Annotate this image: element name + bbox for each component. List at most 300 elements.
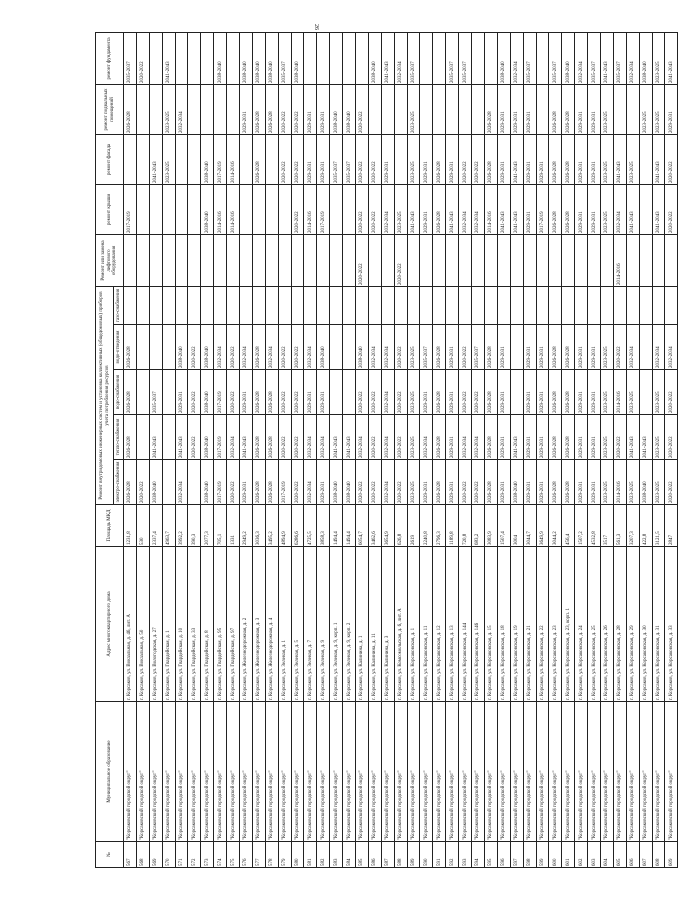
table-cell: 561,3 (613, 505, 626, 547)
table-cell: "Корсаковский городской округ" (162, 702, 175, 842)
table-cell (240, 286, 253, 324)
table-cell: 4894,9 (278, 505, 291, 547)
table-row (433, 32, 446, 867)
header-gas: газо-снабжения (114, 286, 124, 324)
table-cell (188, 286, 201, 324)
table-cell (330, 370, 343, 415)
table-cell (343, 184, 356, 234)
table-cell: 2026-2028 (484, 460, 497, 505)
table-cell: 2032-2034 (227, 415, 240, 460)
table-cell: 2029-2031 (304, 370, 317, 415)
table-cell: 2029-2031 (523, 370, 536, 415)
table-cell: 2014-2016 (613, 460, 626, 505)
table-cell: 2026-2028 (484, 415, 497, 460)
table-cell: г. Корсаков, ул. Корсаковская, д. 22 (536, 547, 549, 702)
table-cell: 2038-2040 (356, 325, 369, 370)
table-cell: 4725,5 (304, 505, 317, 547)
table-cell (136, 370, 149, 415)
table-cell: 2029-2031 (575, 370, 588, 415)
table-cell: 2796,3 (433, 505, 446, 547)
table-cell: г. Корсаков, ул. Корсаковская, д. 15 (484, 547, 497, 702)
table-cell: "Корсаковский городской округ" (575, 702, 588, 842)
table-cell: 2020-2022 (459, 370, 472, 415)
table-cell: 3649,9 (536, 505, 549, 547)
table-cell (446, 84, 459, 134)
table-cell: 2038-2040 (639, 460, 652, 505)
table-cell: 2020-2022 (227, 325, 240, 370)
table-cell: 2026-2028 (484, 84, 497, 134)
table-row (588, 32, 601, 867)
table-cell: "Корсаковский городской округ" (356, 702, 369, 842)
table-cell (420, 84, 433, 134)
table-cell (575, 234, 588, 286)
table-cell (330, 234, 343, 286)
table-cell: "Корсаковский городской округ" (304, 702, 317, 842)
table-cell (381, 84, 394, 134)
table-cell: 2949,2 (240, 505, 253, 547)
table-cell: 2020-2022 (356, 460, 369, 505)
table-cell: 2020-2022 (278, 370, 291, 415)
table-row (240, 32, 253, 867)
table-cell: 3858,3 (317, 505, 330, 547)
table-cell (136, 234, 149, 286)
table-cell: 2035-2037 (343, 134, 356, 184)
table-cell: 2029-2031 (446, 460, 459, 505)
table-cell: 2038-2040 (201, 460, 214, 505)
table-cell: 2041-2043 (497, 184, 510, 234)
table-cell: 2038-2040 (201, 184, 214, 234)
header-num: № (96, 842, 124, 868)
table-cell: г. Корсаков, ул. Вологодская, д. 27 (149, 547, 162, 702)
table-cell: 2032-2034 (356, 415, 369, 460)
table-cell: 2032-2034 (665, 325, 678, 370)
table-cell: 2038-2040 (201, 325, 214, 370)
table-cell (278, 286, 291, 324)
table-cell: 2026-2028 (433, 415, 446, 460)
table-cell (162, 286, 175, 324)
table-cell: 2023-2025 (600, 370, 613, 415)
table-cell: 2026-2028 (562, 84, 575, 134)
table-cell (188, 234, 201, 286)
table-cell: 608 (652, 842, 665, 868)
table-cell: 593 (459, 842, 472, 868)
table-cell: "Корсаковский городской округ" (240, 702, 253, 842)
table-cell: 2017-2019 (214, 415, 227, 460)
table-cell: 2035-2037 (124, 32, 137, 84)
table-cell: 2032-2034 (381, 325, 394, 370)
table-cell: "Корсаковский городской округ" (291, 702, 304, 842)
table-cell: 596 (497, 842, 510, 868)
table-row (265, 32, 278, 867)
table-cell: 2847 (665, 505, 678, 547)
table-cell: 2023-2025 (600, 84, 613, 134)
table-cell (304, 286, 317, 324)
table-cell: 2038-2040 (317, 325, 330, 370)
table-cell: г. Корсаков, ул. Калинина, д. 11 (368, 547, 381, 702)
table-cell: 2029-2031 (575, 134, 588, 184)
table-cell: 2020-2022 (368, 460, 381, 505)
table-cell (188, 184, 201, 234)
table-cell (626, 234, 639, 286)
table-cell: 2032-2034 (510, 32, 523, 84)
table-cell: 683,2 (472, 505, 485, 547)
table-row (394, 32, 407, 867)
table-cell: г. Корсаков, ул. Корсаковская, д. 33 (665, 547, 678, 702)
table-cell (343, 234, 356, 286)
table-cell: 3517 (600, 505, 613, 547)
capital-repair-table (95, 32, 678, 868)
table-cell: "Корсаковский городской округ" (278, 702, 291, 842)
table-cell (356, 286, 369, 324)
table-cell: 2041-2043 (330, 415, 343, 460)
table-cell: 2032-2034 (626, 32, 639, 84)
table-cell: "Корсаковский городской округ" (124, 702, 137, 842)
table-cell (240, 134, 253, 184)
table-cell (588, 286, 601, 324)
table-cell: 2029-2031 (588, 415, 601, 460)
table-cell (446, 234, 459, 286)
table-cell: 2038-2040 (510, 460, 523, 505)
table-cell: 578 (265, 842, 278, 868)
table-row (368, 32, 381, 867)
table-cell: г. Корсаков, ул. Корсаковская, д. 30 (639, 547, 652, 702)
table-cell: 2029-2031 (420, 184, 433, 234)
table-cell (639, 370, 652, 415)
table-cell: г. Корсаков, ул. Железнодорожная, д. 3 (252, 547, 265, 702)
table-cell: "Корсаковский городской округ" (484, 702, 497, 842)
table-row (523, 32, 536, 867)
table-cell: "Корсаковский городской округ" (665, 702, 678, 842)
table-cell: 2041-2043 (162, 32, 175, 84)
table-cell: 2020-2022 (665, 370, 678, 415)
table-cell: 2020-2022 (665, 415, 678, 460)
table-cell: г. Корсаков, ул. Корсаковская, д. 29 (626, 547, 639, 702)
table-cell: 2023-2025 (639, 84, 652, 134)
table-row (575, 32, 588, 867)
table-cell (575, 286, 588, 324)
table-cell: г. Корсаков, ул. Корсаковская, д. 23 (549, 547, 562, 702)
table-cell (343, 286, 356, 324)
table-cell (562, 234, 575, 286)
table-cell: 3654,9 (381, 505, 394, 547)
table-cell: 2020-2022 (459, 460, 472, 505)
table-cell: 602 (575, 842, 588, 868)
table-cell (549, 286, 562, 324)
table-cell (381, 234, 394, 286)
table-cell (433, 84, 446, 134)
table-cell (446, 286, 459, 324)
table-cell: 589 (407, 842, 420, 868)
table-cell: г. Корсаков, ул. Зеленая, д. 1 (278, 547, 291, 702)
table-cell: 2026-2028 (433, 134, 446, 184)
table-cell: 2029-2031 (575, 460, 588, 505)
page-number: 26 (313, 24, 319, 30)
table-cell: 2029-2031 (446, 134, 459, 184)
table-row (124, 32, 137, 867)
table-cell (381, 286, 394, 324)
table-cell: г. Корсаков, ул. Корсаковская, д. 18 (497, 547, 510, 702)
table-cell (459, 286, 472, 324)
table-cell (639, 184, 652, 234)
table-cell: 2017-2019 (214, 134, 227, 184)
table-cell (136, 325, 149, 370)
table-cell: "Корсаковский городской округ" (510, 702, 523, 842)
table-cell: 2020-2022 (459, 325, 472, 370)
table-cell (136, 84, 149, 134)
table-cell: "Корсаковский городской округ" (459, 702, 472, 842)
table-cell: 2038-2040 (240, 32, 253, 84)
header-area: Площадь МКД (96, 505, 124, 547)
table-cell: 2032-2034 (265, 325, 278, 370)
table-cell (330, 32, 343, 84)
table-cell (394, 84, 407, 134)
table-row (381, 32, 394, 867)
table-cell: 2020-2022 (278, 325, 291, 370)
table-cell: г. Корсаков, ул. Зеленая, д. 5 (291, 547, 304, 702)
table-row (600, 32, 613, 867)
table-cell: 2026-2028 (549, 134, 562, 184)
table-cell (510, 286, 523, 324)
table-cell: 2029-2031 (536, 370, 549, 415)
table-row (510, 32, 523, 867)
table-cell: г. Корсаков, ул. Зеленая, д. 9, корп. 1 (330, 547, 343, 702)
table-cell: 573 (201, 842, 214, 868)
table-cell: 2038-2040 (149, 460, 162, 505)
header-lift: Ремонт или замена лифтового оборудования (96, 234, 124, 286)
table-cell: 2026-2028 (265, 415, 278, 460)
table-cell (162, 325, 175, 370)
table-cell: 3495,2 (265, 505, 278, 547)
table-cell: 2032-2034 (394, 32, 407, 84)
table-row (639, 32, 652, 867)
table-cell: "Корсаковский городской округ" (227, 702, 240, 842)
table-cell: "Корсаковский городской округ" (420, 702, 433, 842)
table-cell: 2020-2022 (188, 325, 201, 370)
table-cell: г. Корсаков, ул. Зеленая, д. 7 (304, 547, 317, 702)
table-cell: 2020-2022 (136, 32, 149, 84)
table-cell (665, 286, 678, 324)
table-cell (201, 234, 214, 286)
table-cell: 2041-2043 (149, 415, 162, 460)
table-cell: 2029-2031 (446, 370, 459, 415)
table-cell: "Корсаковский городской округ" (175, 702, 188, 842)
table-cell: г. Корсаков, ул. Корсаковская, д. 25 (588, 547, 601, 702)
table-cell (214, 84, 227, 134)
table-cell: 2020-2022 (278, 84, 291, 134)
table-cell: 2032-2034 (652, 325, 665, 370)
table-cell: г. Корсаков, ул. Зеленая, д. 9, корп. 2 (343, 547, 356, 702)
table-cell: 592 (446, 842, 459, 868)
table-cell: 2023-2025 (600, 325, 613, 370)
table-cell: 2029-2031 (317, 84, 330, 134)
table-cell (124, 134, 137, 184)
table-row (626, 32, 639, 867)
table-cell: 609 (665, 842, 678, 868)
table-cell: 3083,9 (484, 505, 497, 547)
table-row (484, 32, 497, 867)
table-cell (227, 32, 240, 84)
table-cell (613, 84, 626, 134)
table-cell: 2041-2043 (626, 415, 639, 460)
table-body (124, 32, 678, 867)
table-cell: 720,8 (459, 505, 472, 547)
table-cell: г. Корсаков, ул. Корсаковская, д. 13 (446, 547, 459, 702)
table-cell: 2020-2022 (291, 184, 304, 234)
table-cell: "Корсаковский городской округ" (368, 702, 381, 842)
table-row (343, 32, 356, 867)
table-cell (317, 32, 330, 84)
table-cell (188, 84, 201, 134)
table-cell (124, 286, 137, 324)
table-cell: 2020-2022 (394, 460, 407, 505)
table-cell: 2029-2031 (497, 84, 510, 134)
table-cell: 2020-2022 (227, 370, 240, 415)
table-cell: 2017-2019 (214, 460, 227, 505)
table-cell: 2038-2040 (201, 415, 214, 460)
table-cell (472, 84, 485, 134)
table-cell: "Корсаковский городской округ" (252, 702, 265, 842)
table-cell: 4532,8 (588, 505, 601, 547)
table-row (330, 32, 343, 867)
table-cell: 584 (343, 842, 356, 868)
table-cell: 2014-2016 (214, 184, 227, 234)
table-cell: 2026-2028 (562, 415, 575, 460)
table-cell (343, 370, 356, 415)
table-cell: 2023-2025 (162, 84, 175, 134)
table-cell: 2017-2019 (536, 184, 549, 234)
table-cell (214, 234, 227, 286)
table-cell: 2026-2028 (562, 325, 575, 370)
table-cell (149, 286, 162, 324)
table-cell: 2014-2016 (613, 234, 626, 286)
table-cell (201, 32, 214, 84)
table-cell (536, 234, 549, 286)
table-cell: 2026-2028 (252, 325, 265, 370)
table-row (497, 32, 510, 867)
table-cell: "Корсаковский городской округ" (562, 702, 575, 842)
header-facade: ремонт фасада (96, 134, 124, 184)
table-cell: г. Корсаков, ул. Вокзальная, д. 50 (136, 547, 149, 702)
table-cell: 2029-2031 (497, 460, 510, 505)
table-cell: 2020-2022 (356, 184, 369, 234)
table-cell (227, 234, 240, 286)
table-cell: 2026-2028 (252, 460, 265, 505)
table-cell (149, 234, 162, 286)
header-heat: тепло-снабжения (114, 415, 124, 460)
table-cell (136, 286, 149, 324)
table-cell: 626,8 (394, 505, 407, 547)
table-cell: 2023-2025 (652, 370, 665, 415)
table-cell: 2032-2034 (472, 184, 485, 234)
table-cell: 422,8 (639, 505, 652, 547)
table-cell: 2038-2040 (562, 32, 575, 84)
table-cell: г. Корсаков, ул. Вокзальная, д. 46, лит. А (124, 547, 137, 702)
table-cell: "Корсаковский городской округ" (136, 702, 149, 842)
table-cell: 2023-2025 (626, 460, 639, 505)
table-cell: "Корсаковский городской округ" (652, 702, 665, 842)
table-row (278, 32, 291, 867)
table-cell: г. Корсаков, ул. Калинина, д. 3 (381, 547, 394, 702)
table-cell: 2029-2031 (240, 460, 253, 505)
table-row (227, 32, 240, 867)
table-cell: 2041-2043 (240, 415, 253, 460)
table-cell: 2020-2022 (665, 460, 678, 505)
table-cell: 2026-2028 (124, 370, 137, 415)
table-cell (639, 286, 652, 324)
table-cell: 2032-2034 (214, 325, 227, 370)
table-cell (175, 234, 188, 286)
table-cell: 2023-2025 (407, 325, 420, 370)
table-cell (626, 286, 639, 324)
table-cell: 2023-2025 (162, 134, 175, 184)
table-cell (433, 32, 446, 84)
table-cell (484, 234, 497, 286)
table-cell: 3462,6 (368, 505, 381, 547)
table-row (472, 32, 485, 867)
table-cell: 2017-2019 (214, 370, 227, 415)
table-cell: г. Корсаков, ул. Корсаковская, д. 12 (433, 547, 446, 702)
table-cell: 2029-2031 (317, 460, 330, 505)
header-group-engineering: Ремонт внутридомовых инженерных систем и установка коллективных (общедомовых) приборов учета потребления ресурсов (96, 286, 114, 504)
table-cell: 2038-2040 (201, 370, 214, 415)
table-cell (459, 234, 472, 286)
table-cell (356, 32, 369, 84)
table-cell (304, 32, 317, 84)
table-cell: 2023-2025 (600, 184, 613, 234)
table-cell: 2035-2037 (613, 32, 626, 84)
table-cell: "Корсаковский городской округ" (472, 702, 485, 842)
table-cell: 2023-2025 (652, 460, 665, 505)
table-cell: 2029-2031 (536, 415, 549, 460)
table-cell: 588 (394, 842, 407, 868)
table-cell: 2041-2043 (381, 32, 394, 84)
table-row (562, 32, 575, 867)
table-cell (600, 286, 613, 324)
table-cell (497, 286, 510, 324)
table-cell: 2029-2031 (175, 370, 188, 415)
table-cell: 2020-2022 (291, 325, 304, 370)
table-cell: г. Корсаков, ул. Корсаковская, д. 24 (575, 547, 588, 702)
table-cell: 2029-2031 (523, 184, 536, 234)
table-cell: 2023-2025 (407, 415, 420, 460)
table-cell: "Корсаковский городской округ" (497, 702, 510, 842)
table-cell: 580 (291, 842, 304, 868)
table-cell (652, 234, 665, 286)
table-row (613, 32, 626, 867)
table-cell: "Корсаковский городской округ" (433, 702, 446, 842)
table-cell: г. Корсаков, ул. Калинина, д. 1 (356, 547, 369, 702)
table-cell (175, 134, 188, 184)
table-cell: 2029-2031 (420, 370, 433, 415)
table-cell (162, 234, 175, 286)
table-cell: 2020-2022 (356, 234, 369, 286)
table-cell: "Корсаковский городской округ" (407, 702, 420, 842)
table-cell (162, 460, 175, 505)
table-cell: 2020-2022 (188, 370, 201, 415)
table-cell: 2026-2028 (124, 415, 137, 460)
table-cell: 575 (227, 842, 240, 868)
table-cell: 2029-2031 (497, 415, 510, 460)
table-cell: 2038-2040 (639, 32, 652, 84)
table-row (149, 32, 162, 867)
table-cell: "Корсаковский городской округ" (330, 702, 343, 842)
table-cell: 2020-2022 (188, 415, 201, 460)
table-cell: 2020-2022 (291, 370, 304, 415)
table-row (304, 32, 317, 867)
table-cell: 2035-2037 (446, 32, 459, 84)
table-cell: 2020-2022 (356, 134, 369, 184)
table-cell (394, 134, 407, 184)
